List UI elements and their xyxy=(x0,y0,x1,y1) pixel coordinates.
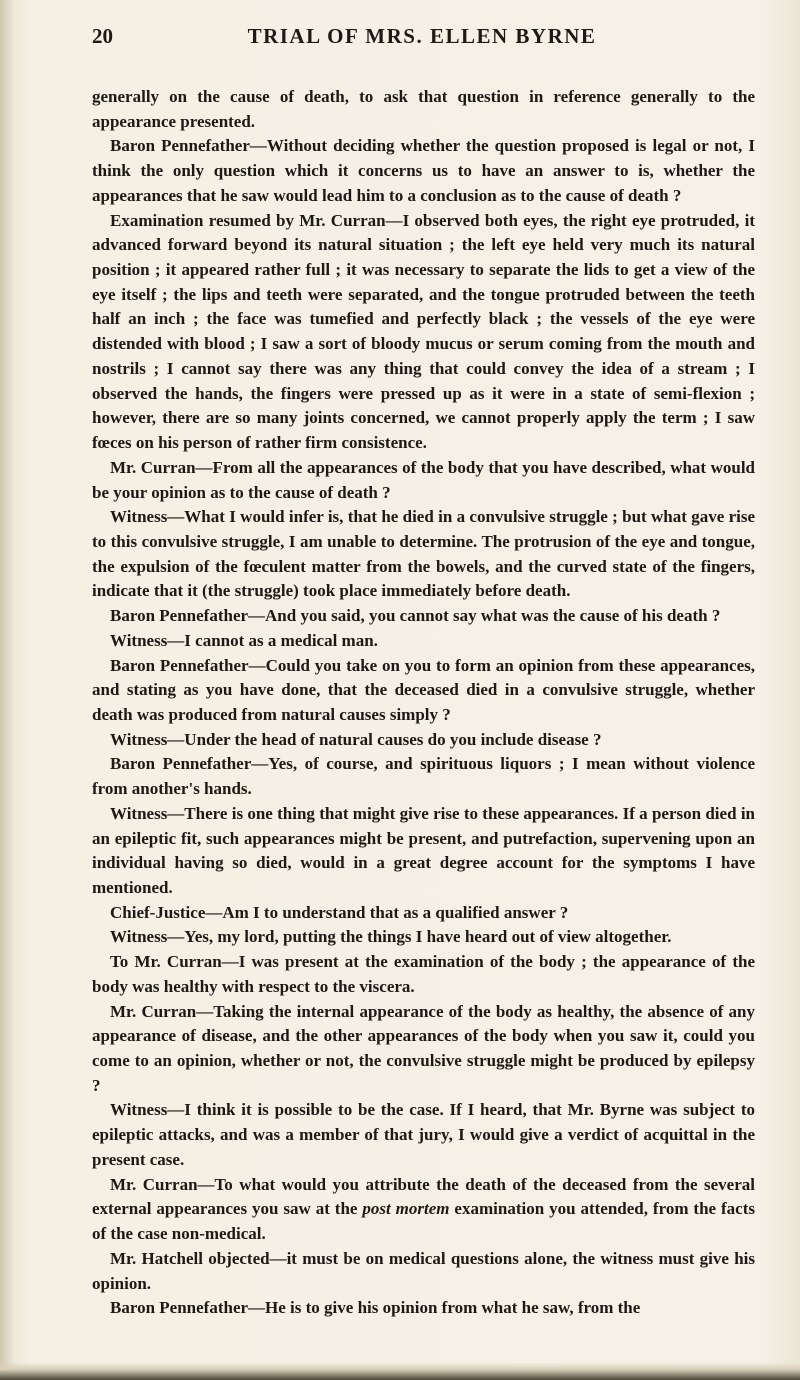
paragraph: To Mr. Curran—I was present at the examination of the body ; the appearance of the body was healthy with respect to the viscera. xyxy=(92,952,755,996)
page-number: 20 xyxy=(92,24,113,48)
paragraph: Baron Pennefather—And you said, you cannot say what was the cause of his death ? xyxy=(110,606,721,626)
paragraph: Mr. Hatchell objected—it must be on medical questions alone, the witness must give his opinion. xyxy=(92,1248,755,1293)
paragraph: Mr. Curran—From all the appearances of the body that you have described, what would be your opinion as to the cause of death ? xyxy=(92,457,755,502)
paragraph: Baron Pennefather—Yes, of course, and spirituous liquors ; I mean without violence from another's hands. xyxy=(92,754,755,799)
paragraph: Baron Pennefather—Without deciding whether the question proposed is legal or not, I think the only question which it concerns us to have an answer to is, whether the appearances that he saw would lead him to a conclusion as to the cause of death ? xyxy=(92,136,755,205)
paragraph: Witness—I think it is possible to be the case. If I heard, that Mr. Byrne was subject to epileptic attacks, and was a member of that jury, I would give a verdict of acquittal in the present case. xyxy=(92,1100,755,1169)
paragraph: Mr. Curran—Taking the internal appearance of the body as healthy, the absence of any appearance of disease, and the other appearances of the body when you saw it, could you come to an opinion, whether or not, the convulsive struggle might be produced by epilepsy ? xyxy=(92,1001,755,1095)
paragraph: Examination resumed by Mr. Curran—I observed both eyes, the right eye protruded, it advanced forward beyond its natural situation ; the left eye held very much its natural position ; it appeared rather full ; it was necessary to separate the lids to get a view of the eye itself ; the lips and teeth were separated, and the tongue protruded between the teeth half an inch ; the face was tumefied and perfectly black ; the vessels of the eye were distended with blood ; I saw a sort of bloody mucus or serum coming from the mouth and nostrils ; I cannot say there was any thing that could convey the idea of a stream ; I observed the hands, the fingers were pressed up as it were in a state of semi-flexion ; however, there are so many joints concerned, we cannot properly apply the term ; I saw fœces on his person of rather firm consistence. xyxy=(92,210,755,453)
paragraph: Witness—There is one thing that might give rise to these appearances. If a person died in an epileptic fit, such appearances might be present, and putrefaction, supervening upon an individual having so died, would in a great degree account for the symptoms I have mentioned. xyxy=(92,803,755,897)
paragraph: Mr. Curran—To what would you attribute the death of the deceased from the several external appearances you saw at the post mortem examination you attended, from the facts of the case non-medical. xyxy=(92,1174,755,1244)
latin-phrase: post mortem xyxy=(362,1199,450,1219)
paragraph: generally on the cause of death, to ask that question in reference generally to the appearance presented. xyxy=(92,87,755,131)
page-bottom-edge xyxy=(0,1362,800,1380)
paragraph: Baron Pennefather—Could you take on you to form an opinion from these appearances, and stating as you have done, that the deceased died in a convulsive struggle, whether death was produced from natural causes simply ? xyxy=(92,655,755,724)
paragraph: Witness—Under the head of natural causes do you include disease ? xyxy=(110,729,602,749)
paragraph: Chief-Justice—Am I to understand that as a qualified answer ? xyxy=(110,902,569,922)
running-title: TRIAL OF MRS. ELLEN BYRNE xyxy=(247,24,597,48)
page-header xyxy=(92,18,752,58)
paragraph: Baron Pennefather—He is to give his opinion from what he saw, from the xyxy=(110,1298,641,1318)
paragraph: Witness—I cannot as a medical man. xyxy=(110,630,378,650)
paragraph: Witness—What I would infer is, that he died in a convulsive struggle ; but what gave rise to this convulsive struggle, I am unable to determine. The protrusion of the eye and tongue, the expulsion of the fœculent matter from the bowels, and the curved state of the fingers, indicate that it (the struggle) took place immediately before death. xyxy=(92,507,755,601)
binding-shadow xyxy=(0,0,14,1380)
body-text xyxy=(92,85,755,1321)
paragraph: Witness—Yes, my lord, putting the things I have heard out of view altogether. xyxy=(110,927,672,947)
